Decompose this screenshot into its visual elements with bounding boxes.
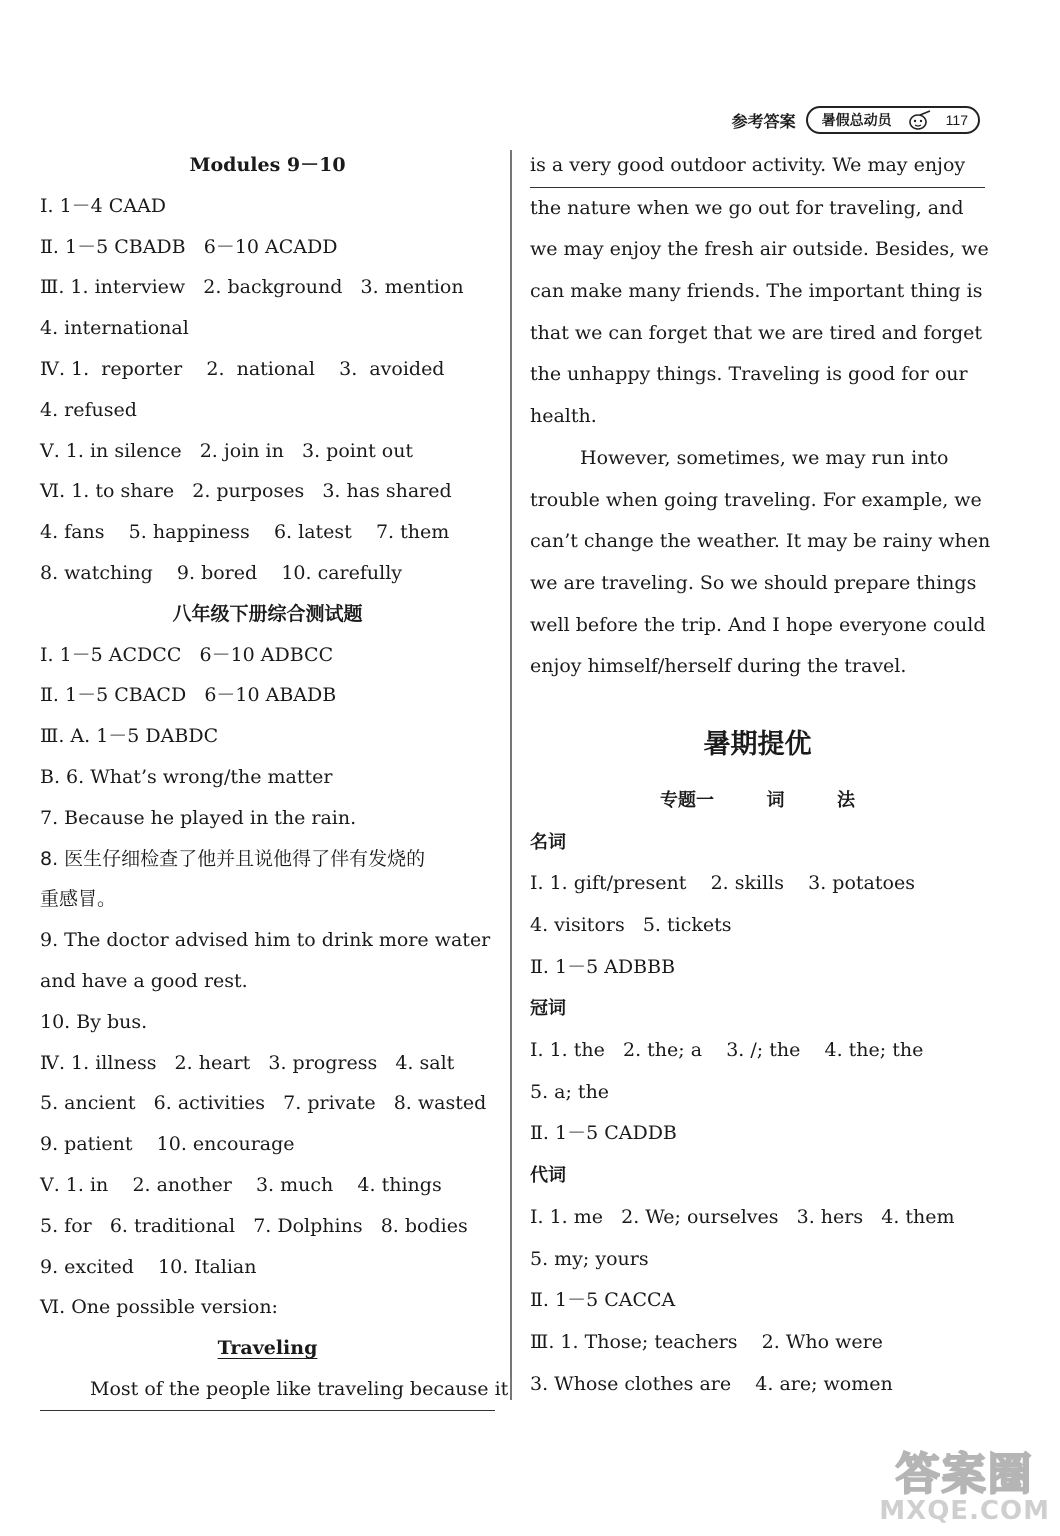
answer-line-chinese: 8. 医生仔细检查了他并且说他得了伴有发烧的 bbox=[40, 847, 426, 870]
essay-title bbox=[40, 1328, 495, 1369]
watermark-en: MXQE.COM bbox=[879, 1496, 1050, 1526]
essay-line: However, sometimes, we may run into bbox=[580, 446, 949, 469]
category-article: 冠词 bbox=[530, 998, 566, 1020]
answer-line: 4. visitors 5. tickets bbox=[530, 914, 732, 936]
answer-line-chinese: 重感冒。 bbox=[40, 888, 117, 911]
left-column bbox=[40, 145, 509, 1411]
header-label: 参考答案 bbox=[731, 111, 796, 131]
essay-line: is a very good outdoor activity. We may enjoy bbox=[530, 145, 985, 188]
answer-line: 5. a; the bbox=[530, 1080, 610, 1103]
answer-line: 5. ancient 6. activities 7. private 8. wasted bbox=[40, 1092, 487, 1115]
essay-title-text: Traveling bbox=[217, 1337, 318, 1360]
test-title: 八年级下册综合测试题 bbox=[172, 602, 363, 625]
essay-line: well before the trip. And I hope everyone could bbox=[530, 613, 986, 636]
answer-line: Ⅰ. 1. me 2. We; ourselves 3. hers 4. them bbox=[530, 1205, 955, 1228]
watermark-cn: 答案圈 bbox=[895, 1449, 1034, 1500]
answer-line: Ⅵ. One possible version: bbox=[40, 1296, 278, 1319]
modules-title: Modules 9－10 bbox=[189, 154, 346, 176]
answer-line: Ⅱ. 1－5 CADDB bbox=[530, 1122, 677, 1145]
answer-line: Ⅱ. 1－5 CBACD 6－10 ABADB bbox=[40, 684, 337, 707]
answer-line: 9. The doctor advised him to drink more water bbox=[40, 929, 491, 952]
answer-line: 10. By bus. bbox=[40, 1010, 148, 1033]
answer-line: Ⅱ. 1－5 CACCA bbox=[530, 1289, 676, 1312]
answer-line: Ⅲ. 1. Those; teachers 2. Who were bbox=[530, 1330, 883, 1353]
essay-line: we are traveling. So we should prepare things bbox=[530, 571, 977, 594]
answer-line: Ⅴ. 1. in 2. another 3. much 4. things bbox=[40, 1173, 442, 1196]
answer-line: B. 6. What’s wrong/the matter bbox=[40, 765, 333, 788]
category-noun: 名词 bbox=[530, 831, 566, 853]
answer-line: Ⅴ. 1. in silence 2. join in 3. point out bbox=[40, 439, 414, 462]
page-number: 117 bbox=[945, 112, 968, 128]
answer-line: and have a good rest. bbox=[40, 969, 248, 992]
answer-line: 5. my; yours bbox=[530, 1247, 649, 1270]
answer-line: 4. fans 5. happiness 6. latest 7. them bbox=[40, 521, 450, 544]
answer-line: 9. patient 10. encourage bbox=[40, 1133, 295, 1156]
answer-line: Ⅱ. 1－5 ADBBB bbox=[530, 955, 676, 978]
answer-line: 4. international bbox=[40, 317, 189, 340]
answer-line: 5. for 6. traditional 7. Dolphins 8. bodies bbox=[40, 1214, 468, 1237]
answer-line: Ⅵ. 1. to share 2. purposes 3. has shared bbox=[40, 480, 452, 503]
essay-line: can’t change the weather. It may be rainy when bbox=[530, 530, 991, 553]
answer-line: Ⅱ. 1－5 CBADB 6－10 ACADD bbox=[40, 235, 338, 258]
topic-title: 专题一 词 法 bbox=[659, 789, 856, 811]
answer-line: 7. Because he played in the rain. bbox=[40, 806, 357, 829]
essay-line: that we can forget that we are tired and forget bbox=[530, 321, 983, 344]
page-header bbox=[732, 106, 980, 134]
answer-line: Ⅰ. 1. gift/present 2. skills 3. potatoes bbox=[530, 872, 915, 895]
category-pronoun: 代词 bbox=[530, 1165, 566, 1187]
column-divider bbox=[510, 150, 512, 1400]
essay-line: we may enjoy the fresh air outside. Besides, we bbox=[530, 238, 989, 261]
answer-line: Ⅲ. A. 1－5 DABDC bbox=[40, 725, 219, 748]
summer-section-title: 暑期提优 bbox=[703, 728, 812, 760]
answer-line: Ⅰ. 1. the 2. the; a 3. /; the 4. the; the bbox=[530, 1039, 924, 1062]
answer-line: Ⅳ. 1. reporter 2. national 3. avoided bbox=[40, 357, 445, 380]
answer-line: 4. refused bbox=[40, 398, 137, 421]
essay-line: Most of the people like traveling because it bbox=[40, 1369, 495, 1411]
answer-line: 8. watching 9. bored 10. carefully bbox=[40, 561, 403, 584]
series-name: 暑假总动员 bbox=[821, 113, 892, 129]
cartoon-mascot-icon bbox=[906, 109, 932, 131]
essay-line: can make many friends. The important thing is bbox=[530, 280, 983, 303]
answer-line: Ⅲ. 1. interview 2. background 3. mention bbox=[40, 276, 464, 299]
answer-line: Ⅳ. 1. illness 2. heart 3. progress 4. salt bbox=[40, 1051, 455, 1074]
essay-line: the unhappy things. Traveling is good for our bbox=[530, 363, 968, 386]
answer-line: Ⅰ. 1－4 CAAD bbox=[40, 194, 167, 217]
essay-line: the nature when we go out for traveling, and bbox=[530, 196, 964, 219]
essay-line: trouble when going traveling. For example, we bbox=[530, 488, 982, 511]
right-column bbox=[530, 145, 991, 1405]
answer-line: 9. excited 10. Italian bbox=[40, 1255, 257, 1278]
answer-line: Ⅰ. 1－5 ACDCC 6－10 ADBCC bbox=[40, 643, 334, 666]
answer-line: 3. Whose clothes are 4. are; women bbox=[530, 1372, 893, 1395]
essay-line: enjoy himself/herself during the travel. bbox=[530, 655, 907, 678]
series-badge bbox=[806, 106, 980, 134]
essay-line: health. bbox=[530, 405, 597, 428]
watermark bbox=[879, 1438, 1050, 1526]
